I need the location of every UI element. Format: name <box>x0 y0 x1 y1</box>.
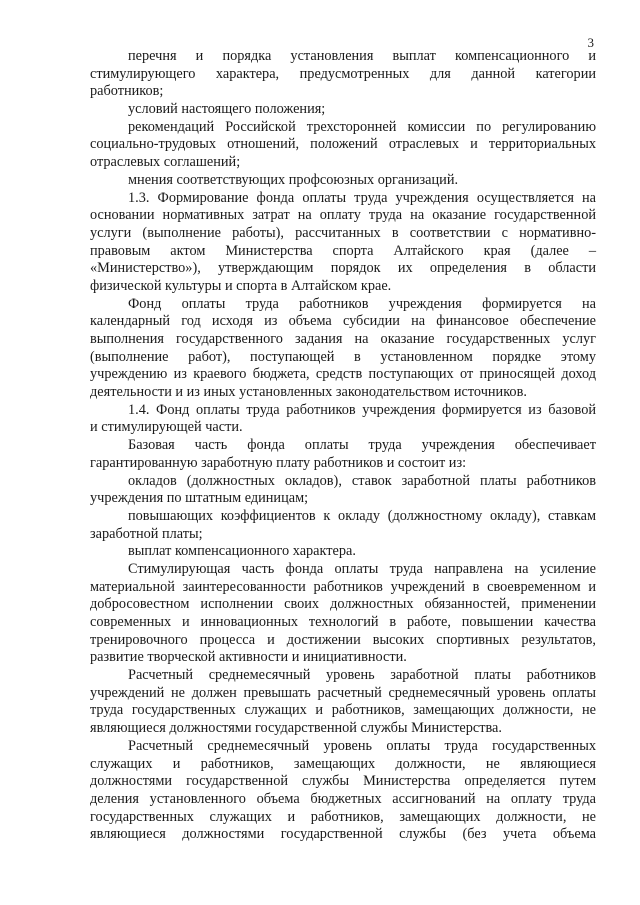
text-line: 1.3. Формирование фонда оплаты труда учреждения осуществляется на <box>128 189 596 206</box>
text-line: государственных служащих и работников, замещающих должности, не <box>90 808 596 825</box>
text-line: «Министерство»), утверждающим порядок их определения в области <box>90 260 596 277</box>
page-number: 3 <box>587 35 594 50</box>
text-line: повышающих коэффициентов к окладу (должностному окладу), ставкам <box>128 507 596 524</box>
text-line: (выполнение работ), поступающей в установленном порядке этому <box>90 348 596 365</box>
text-line: 1.4. Фонд оплаты труда работников учреждения формируется из базовой <box>128 401 596 418</box>
text-line: современных и инновационных технологий в работе, повышении качества <box>90 614 596 630</box>
text-line: являющиеся должностями государственной службы (без учета объема <box>90 826 596 843</box>
text-line: учреждений не должен превышать расчетный среднемесячный уровень оплаты <box>90 684 596 701</box>
text-line: являющиеся должностями государственной службы Министерства. <box>90 720 502 737</box>
text-line: правовым актом Министерства спорта Алтайского края (далее – <box>90 242 596 259</box>
text-line: заработной платы; <box>90 525 203 542</box>
text-line: Расчетный среднемесячный уровень оплаты труда государственных <box>128 737 596 754</box>
text-line: отраслевых соглашений; <box>90 154 241 171</box>
text-line: служащих и работников, замещающих должности, не являющиеся <box>90 755 596 772</box>
text-line: материальной заинтересованности работников учреждений в своевременном и <box>90 578 596 595</box>
text-line: и стимулирующей части. <box>90 419 243 436</box>
text-line: должностями государственной службы Министерства определяется путем <box>90 773 596 790</box>
text-line: деления установленного объема бюджетных ассигнований на оплату труда <box>90 790 596 807</box>
text-line: развитие творческой активности и инициативности. <box>90 649 407 666</box>
text-line: выполнения государственного задания на оказание государственных услуг <box>90 331 596 347</box>
text-line: окладов (должностных окладов), ставок заработной платы работников <box>128 472 596 489</box>
text-line: добросовестном исполнении своих должностных обязанностей, применении <box>90 596 596 613</box>
text-line: перечня и порядка установления выплат компенсационного и <box>128 48 596 64</box>
text-line: услуги (выполнение работы), рассчитанных в соответствии с нормативно- <box>90 224 596 241</box>
text-line: Базовая часть фонда оплаты труда учреждения обеспечивает <box>128 437 596 454</box>
text-line: социально-трудовых отношений, положений отраслевых и территориальных <box>90 136 596 153</box>
text-line: основании нормативных затрат на оплату труда на оказание государственной <box>90 207 596 224</box>
text-line: Фонд оплаты труда работников учреждения формируется на <box>128 295 596 312</box>
text-line: календарный год исходя из объема субсидии на финансовое обеспечение <box>90 313 596 330</box>
text-line: учреждения по штатным единицам; <box>90 490 309 507</box>
text-line: деятельности и из иных установленных законодательством источников. <box>90 384 527 401</box>
text-line: условий настоящего положения; <box>128 101 326 118</box>
text-line: тренировочного процесса и достижении высоких спортивных результатов, <box>90 631 596 648</box>
text-line: работников; <box>90 83 164 100</box>
text-line: гарантированную заработную плату работников и состоит из: <box>90 454 467 471</box>
text-line: Расчетный среднемесячный уровень заработной платы работников <box>128 667 596 684</box>
text-line: физической культуры и спорта в Алтайском крае. <box>90 277 392 294</box>
text-line: Стимулирующая часть фонда оплаты труда направлена на усиление <box>128 560 596 577</box>
text-line: учреждению из краевого бюджета, средств поступающих от приносящей доход <box>90 366 596 383</box>
text-line: рекомендаций Российской трехсторонней комиссии по регулированию <box>128 118 596 135</box>
text-line: мнения соответствующих профсоюзных организаций. <box>128 171 459 188</box>
document-body <box>90 48 596 844</box>
text-line: труда государственных служащих и работников, замещающих должности, не <box>90 702 596 719</box>
text-line: выплат компенсационного характера. <box>128 543 356 560</box>
text-line: стимулирующего характера, предусмотренных для данной категории <box>90 65 596 82</box>
